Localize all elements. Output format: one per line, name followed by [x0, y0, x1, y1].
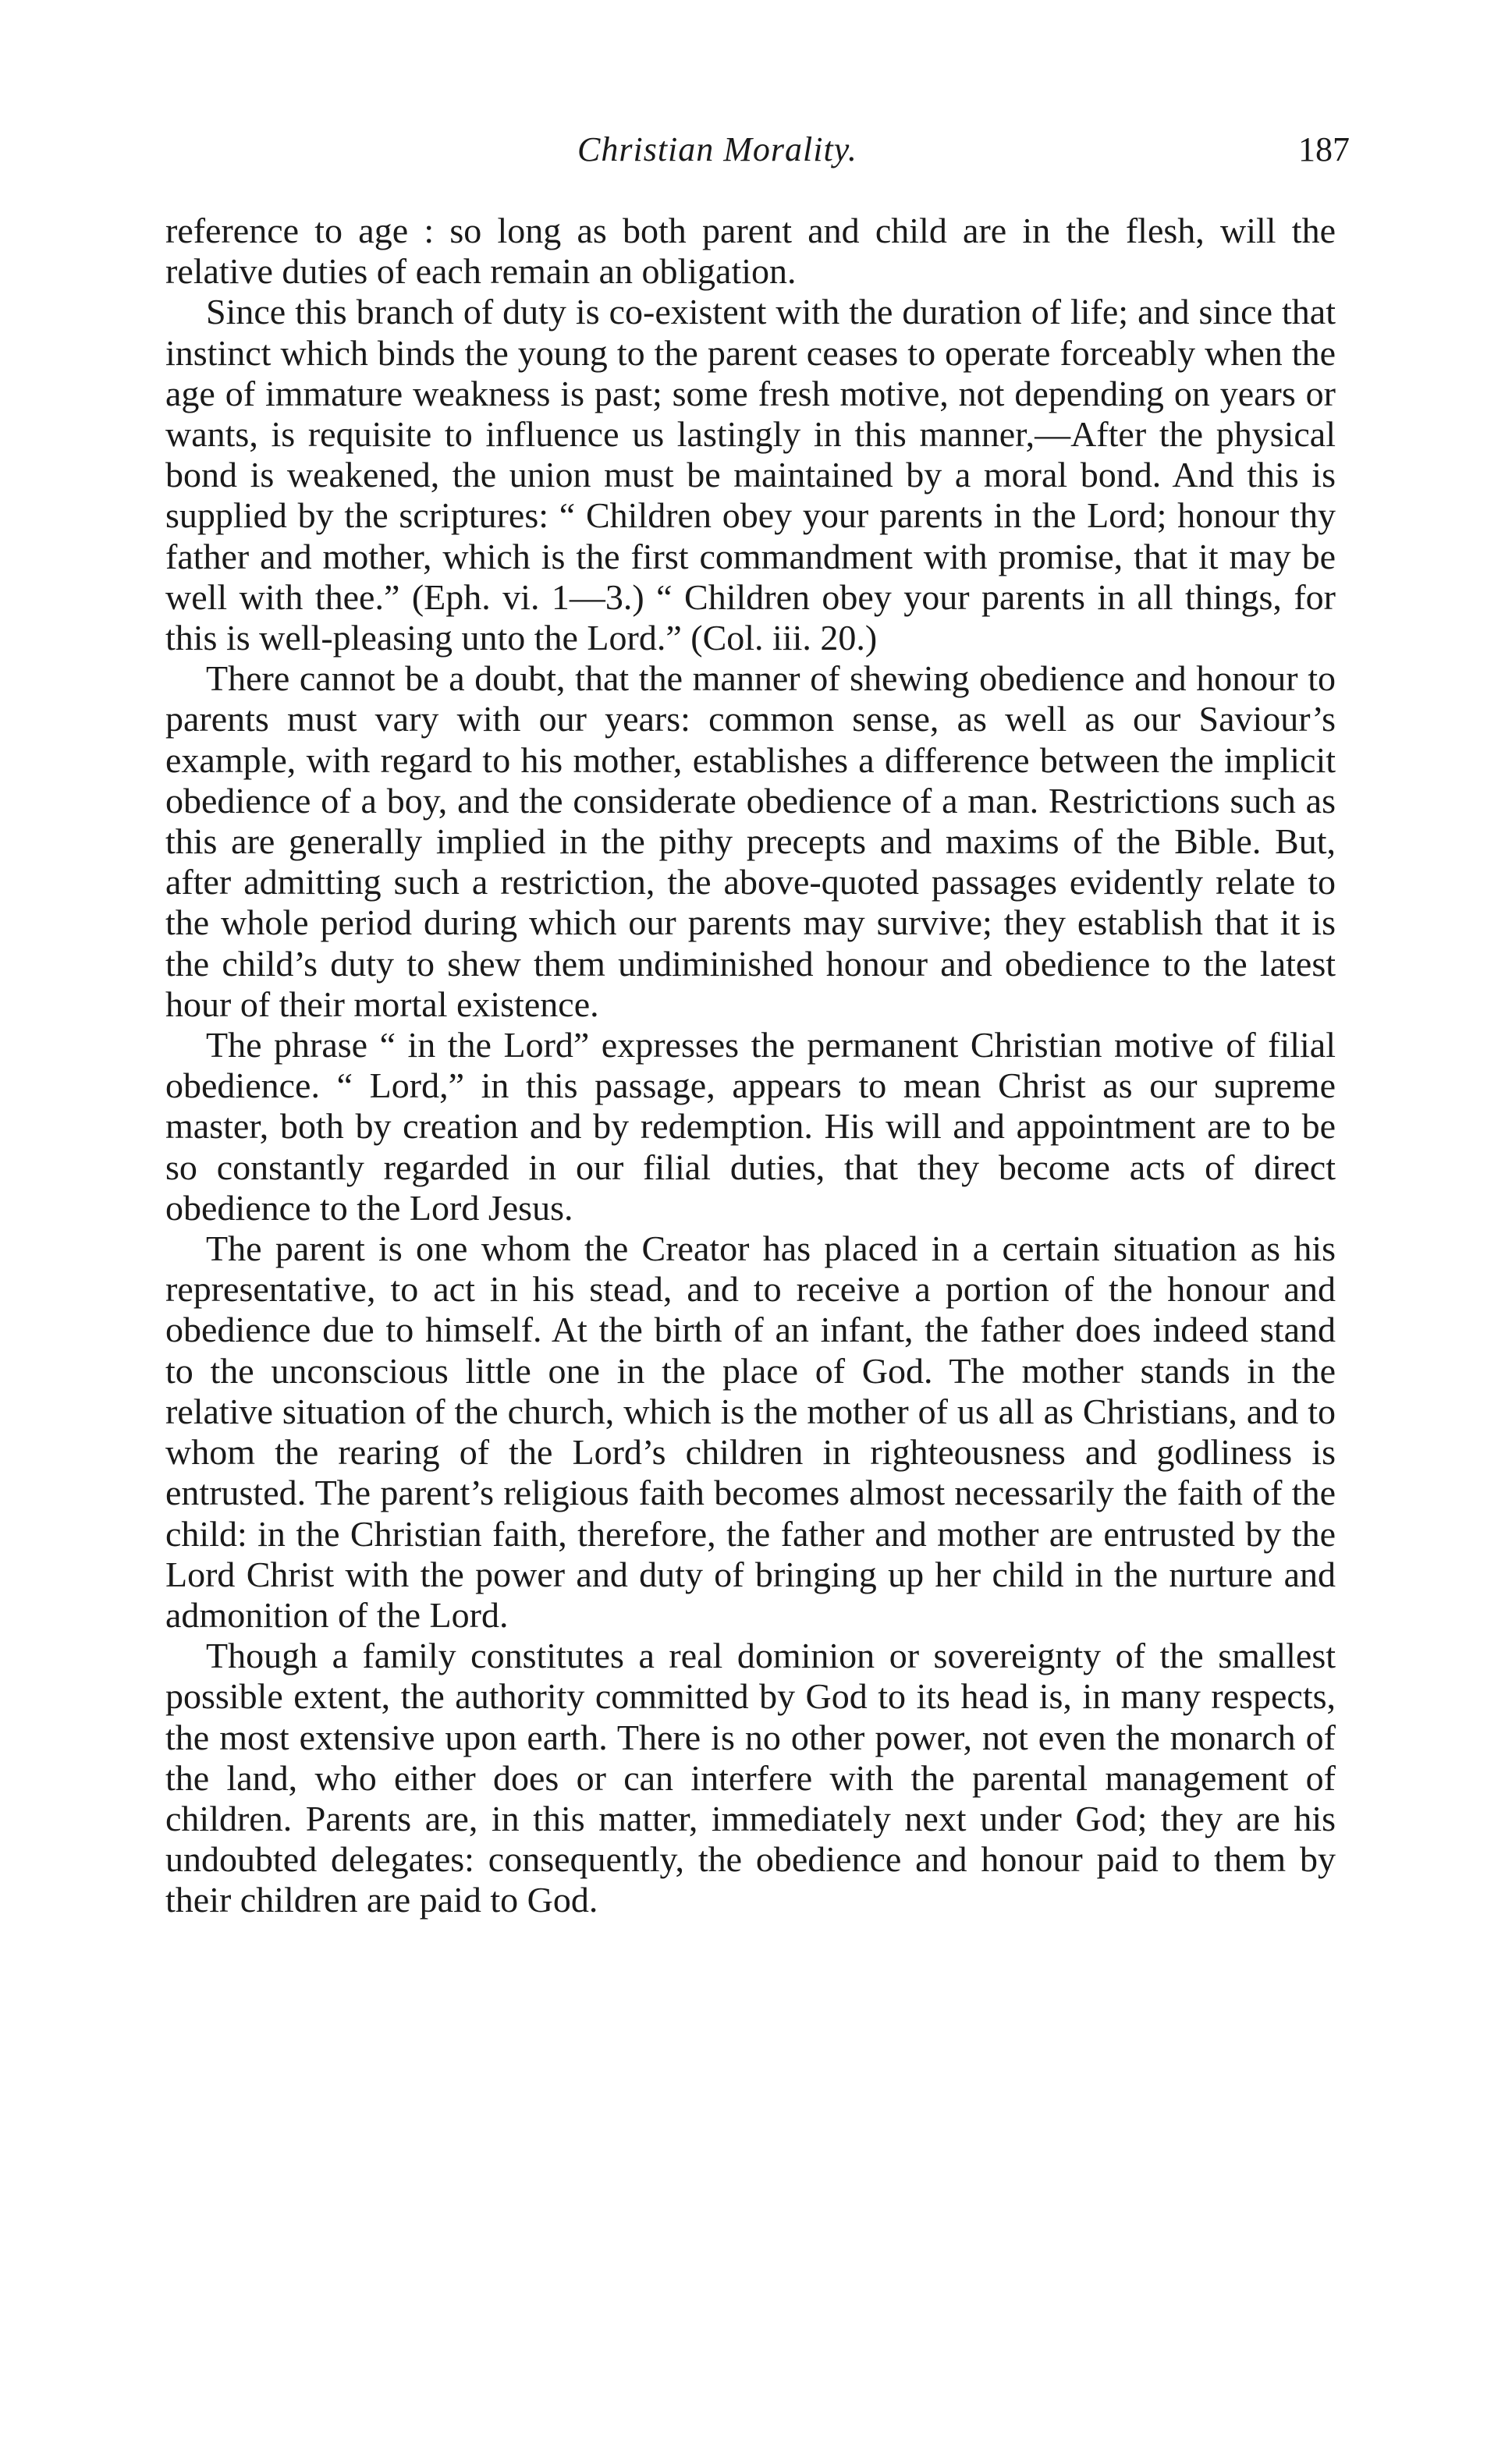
page-number: 187 [1298, 130, 1350, 168]
running-title: Christian Morality. [577, 130, 857, 168]
paragraph: Though a family constitutes a real dominion or sovereignty of the smallest possible extent, the authority committed by God to its head is, in many respects, the most extensive upon earth. There is no other power, not even the monarch of the land, who either does or can interfere with the parental management of children. Parents are, in this matter, immediately next under God; they are his undoubted delegates: consequently, the obedience and honour paid to them by their children are paid to God. [165, 1636, 1336, 1920]
paragraph: Since this branch of duty is co-existent with the duration of life; and since that instinct which binds the young to the parent ceases to operate forceably when the age of immature weakness is past; some fresh motive, not depending on years or wants, is requisite to influence us lastingly in this manner,—After the physical bond is weakened, the union must be maintained by a moral bond. And this is supplied by the scriptures: “ Children obey your parents in the Lord; honour thy father and mother, which is the first commandment with promise, that it may be well with thee.” (Eph. vi. 1—3.) “ Children obey your parents in all things, for this is well-pleasing unto the Lord.” (Col. iii. 20.) [165, 292, 1336, 658]
paragraph-continued: reference to age : so long as both parent and child are in the flesh, will the relative duties of each remain an obligation. [165, 211, 1336, 292]
running-head [164, 129, 1365, 176]
body-text [165, 211, 1336, 1921]
paragraph: There cannot be a doubt, that the manner of shewing obedience and honour to parents must vary with our years: common sense, as well as our Saviour’s example, with regard to his mother, establishes a difference between the implicit obedience of a boy, and the considerate obedience of a man. Restrictions such as this are generally implied in the pithy precepts and maxims of the Bible. But, after admitting such a restriction, the above-quoted passages evidently relate to the whole period during which our parents may survive; they establish that it is the child’s duty to shew them undiminished honour and obedience to the latest hour of their mortal existence. [165, 658, 1336, 1024]
paragraph: The parent is one whom the Creator has placed in a certain situation as his representative, to act in his stead, and to receive a portion of the honour and obedience due to himself. At the birth of an infant, the father does indeed stand to the unconscious little one in the place of God. The mother stands in the relative situation of the church, which is the mother of us all as Christians, and to whom the rearing of the Lord’s children in righteousness and godliness is entrusted. The parent’s religious faith becomes almost necessarily the faith of the child: in the Christian faith, therefore, the father and mother are entrusted by the Lord Christ with the power and duty of bringing up her child in the nurture and admonition of the Lord. [165, 1228, 1336, 1635]
paragraph: The phrase “ in the Lord” expresses the permanent Christian motive of filial obedience. “ Lord,” in this passage, appears to mean Christ as our supreme master, both by creation and by redemption. His will and appointment are to be so constantly regarded in our filial duties, that they become acts of direct obedience to the Lord Jesus. [165, 1025, 1336, 1228]
